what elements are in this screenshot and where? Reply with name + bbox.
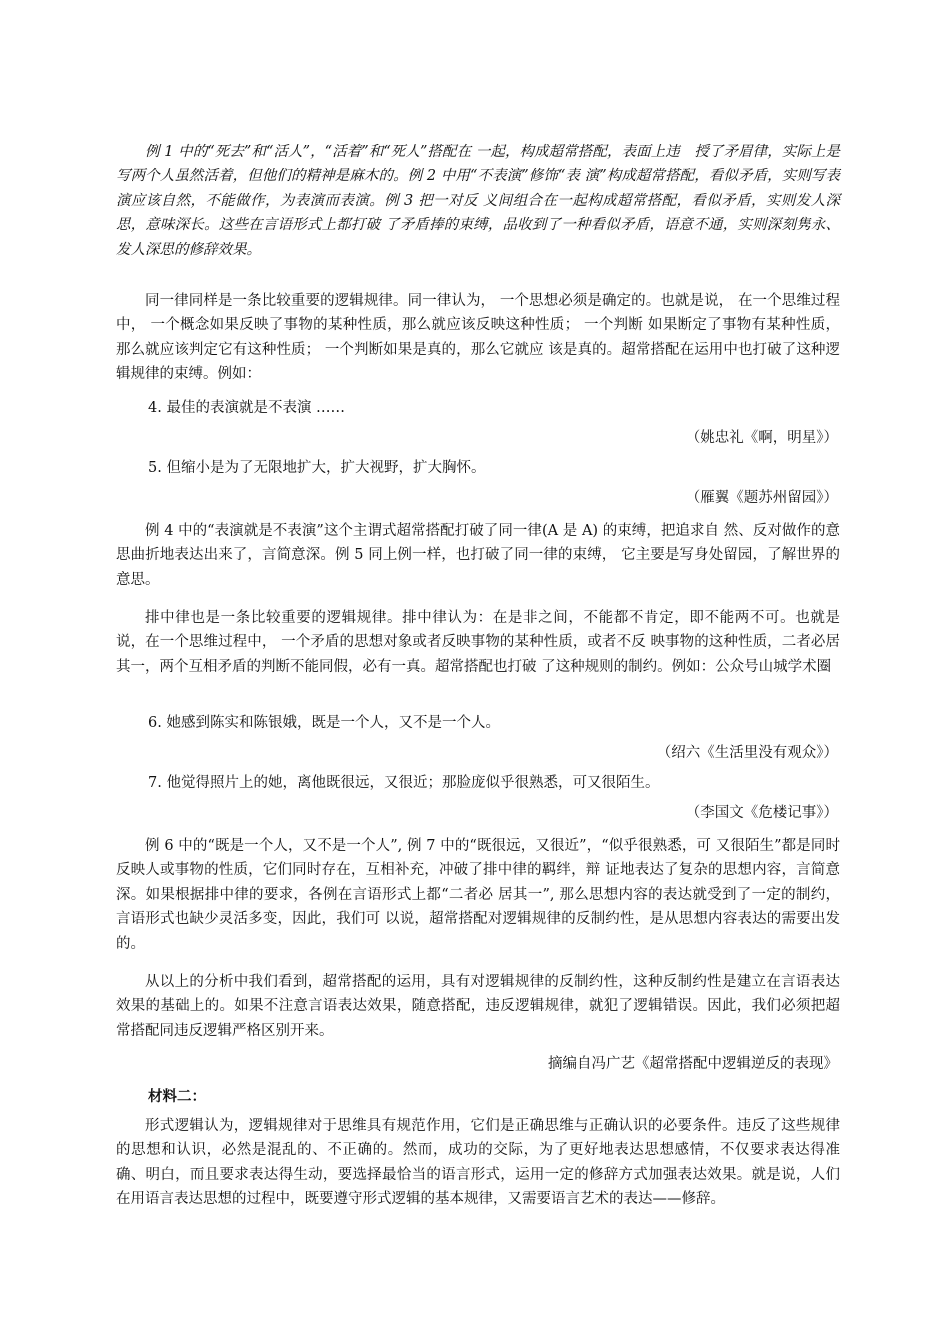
paragraph-5: 例 6 中的“既是一个人，又不是一个人”, 例 7 中的“既很远，又很近”，“似乎很熟悉，可 又很陌生”都是同时反映人或事物的性质，它们同时存在，互相补充，冲破了排中律的羁绊，辩 证地表达了复杂的思想内容，言简意深。如果根据排中律的要求，各例在言语形式上都“二者必 居其一”, 那么思想内容的表达就受到了一定的制约，言语形式也缺少灵活多变，因此，我们可 以说，超常搭配对逻辑规律的反制约性，是从思想内容表达的需要出发的。 [116, 838, 840, 952]
example-5-source: （雁翼《题苏州留园》） [685, 490, 838, 506]
example-4-source: （姚忠礼《啊，明星》） [685, 430, 838, 446]
paragraph-6: 从以上的分析中我们看到，超常搭配的运用，具有对逻辑规律的反制约性，这种反制约性是建立在言语表达效果的基础上的。如果不注意言语表达效果，随意搭配，违反逻辑规律，就犯了逻辑错误。因此，我们必须把超常搭配同违反逻辑严格区别开来。 [116, 974, 840, 1039]
example-6-source: （绍六《生活里没有观众》） [656, 745, 838, 761]
example-4: 4. 最佳的表演就是不表演 …… [148, 400, 346, 416]
material-two-heading: 材料二： [148, 1088, 206, 1105]
paragraph-2: 同一律同样是一条比较重要的逻辑规律。同一律认为， 一个思想必须是确定的。也就是说， 在一个思维过程中， 一个概念如果反映了事物的某种性质，那么就应该反映这种性质； 一个判断 如果断定了事物有某种性质，那么就应该判定它有这种性质； 一个判断如果是真的，那么它就应 该是真的。超常搭配在运用中也打破了这种逻辑规律的束缚。例如： [116, 293, 840, 383]
example-5: 5. 但缩小是为了无限地扩大，扩大视野，扩大胸怀。 [148, 460, 486, 476]
paragraph-7: 形式逻辑认为，逻辑规律对于思维具有规范作用，它们是正确思维与正确认识的必要条件。违反了这些规律的思想和认识，必然是混乱的、不正确的。然而，成功的交际，为了更好地表达思想感情，不仅要求表达得准确、明白，而且要求表达得生动，要选择最恰当的语言形式，运用一定的修辞方式加强表达效果。就是说，人们在用语言表达思想的过程中，既要遵守形式逻辑的基本规律，又需要语言艺术的表达——修辞。 [116, 1118, 840, 1208]
example-7-source: （李国文《危楼记事》） [685, 805, 838, 821]
example-6: 6. 她感到陈实和陈银娥，既是一个人，又不是一个人。 [148, 715, 500, 731]
paragraph-4: 排中律也是一条比较重要的逻辑规律。排中律认为：在是非之间，不能都不肯定，即不能两不可。也就是说，在一个思维过程中， 一个矛盾的思想对象或者反映事物的某种性质，或者不反 映事物的这种性质，二者必居其一，两个互相矛盾的判断不能同假，必有一真。超常搭配也打破 了这种规则的制约。例如：公众号山城学术圈 [116, 610, 840, 675]
paragraph-3: 例 4 中的“表演就是不表演”这个主谓式超常搭配打破了同一律(A 是 A) 的束缚，把追求自 然、反对做作的意思曲折地表达出来了，言简意深。例 5 同上例一样，也打破了同一律的束缚， 它主要是写身处留园，了解世界的意思。 [116, 523, 840, 588]
excerpt-source: 摘编自冯广艺《超常搭配中逻辑逆反的表现》 [548, 1056, 838, 1072]
example-7: 7. 他觉得照片上的她，离他既很远，又很近；那脸庞似乎很熟悉，可又很陌生。 [148, 775, 660, 791]
paragraph-1: 例 1 中的“死去”和“活人”，“活着”和“死人”搭配在 一起，构成超常搭配，表面上违 授了矛眉律，实际上是写两个人虽然活着，但他们的精神是麻木的。例 2 中用“不表演”修饰“表 演”构成超常搭配，看似矛盾，实则写表演应该自然，不能做作，为表演而表演。例 3 把一对反 义间组合在一起构成超常搭配，看似矛盾，实则发人深思，意味深长。这些在言语形式上都打破 了矛盾捧的束缚，品收到了一种看似矛盾，语意不通，实则深刻隽永、发人深思的修辞效果。 [116, 144, 840, 258]
